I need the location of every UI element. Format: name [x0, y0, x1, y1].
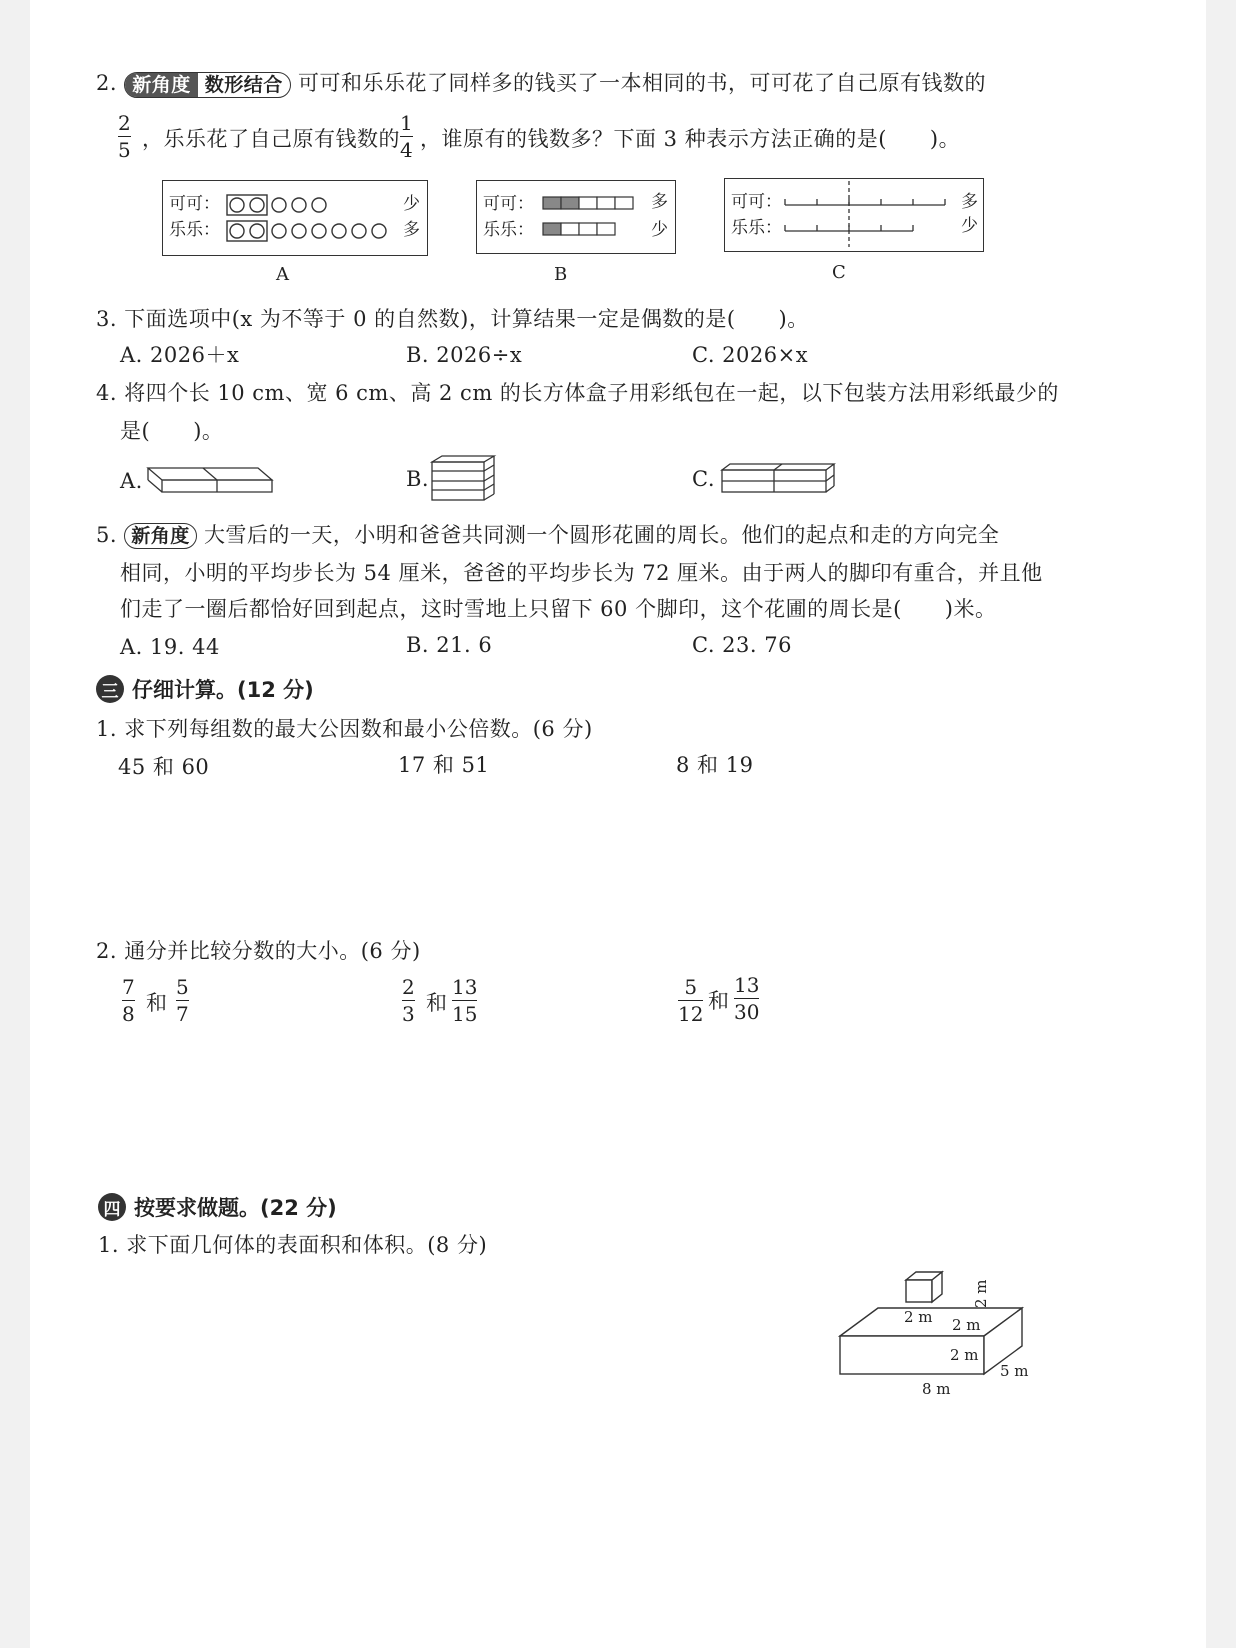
q5-text1: 大雪后的一天，小明和爸爸共同测一个圆形花圃的周长。他们的起点和走的方向完全: [203, 523, 1000, 547]
dim-top-width: 2 m: [904, 1308, 933, 1326]
diagram-a-row2-label: 乐乐：: [169, 220, 220, 240]
diagram-b-r2: 少: [651, 220, 668, 240]
q2-text3: ，谁原有的钱数多？下面 3 种表示方法正确的是( )。: [420, 127, 961, 151]
q3-text: 3. 下面选项中(x 为不等于 0 的自然数)，计算结果一定是偶数的是( )。: [96, 307, 809, 331]
diagram-a-r1: 少: [403, 194, 420, 214]
q5-number: 5.: [96, 523, 118, 547]
fraction: 2 3: [402, 975, 415, 1026]
diagram-a-label: A: [276, 264, 290, 285]
fraction: 5 7: [176, 975, 189, 1026]
q4-option-b[interactable]: B.: [406, 467, 430, 491]
q2-number: 2.: [96, 71, 118, 95]
box-arrangement-c-icon: [720, 462, 840, 498]
dim-top-depth: 2 m: [952, 1316, 981, 1334]
q3-option-a[interactable]: A. 2026＋x: [120, 343, 240, 367]
tag-new-angle: 新角度: [125, 73, 198, 97]
diagram-c-r1: 多: [961, 192, 978, 212]
line-segments: [783, 179, 951, 249]
diagram-c-row1-label: 可可：: [731, 192, 782, 212]
diagram-a: [162, 180, 428, 256]
diagram-b-row2-label: 乐乐：: [483, 220, 534, 240]
dim-base-height: 2 m: [950, 1346, 979, 1364]
q5-option-b[interactable]: B. 21. 6: [406, 633, 493, 657]
and-text: 和: [146, 991, 168, 1015]
box-arrangement-a-icon: [146, 462, 276, 502]
section-3-heading: [96, 674, 314, 704]
s3-p1-a: 45 和 60: [118, 755, 210, 779]
section-number-icon: 四: [98, 1193, 126, 1221]
diagram-c-label: C: [832, 262, 847, 283]
diagram-a-row1-label: 可可：: [169, 194, 220, 214]
s3-problem2: 2. 通分并比较分数的大小。(6 分): [96, 939, 421, 963]
q2-tag: [124, 72, 291, 98]
section-3-title: 仔细计算。(12 分): [132, 678, 314, 702]
section-4-heading: [98, 1192, 337, 1222]
diagram-b-r1: 多: [651, 192, 668, 212]
and-text: 和: [708, 989, 730, 1013]
diagram-c-row2-label: 乐乐：: [731, 218, 782, 238]
q2-line1: [96, 70, 986, 98]
fraction-2-5: 2 5: [118, 111, 131, 162]
and-text: 和: [426, 991, 448, 1015]
diagram-c-r2: 少: [961, 216, 978, 236]
q2-text1: 可可和乐乐花了同样多的钱买了一本相同的书，可可花了自己原有钱数的: [297, 71, 986, 95]
q4-line2: 是( )。: [120, 419, 224, 443]
section-number-icon: 三: [96, 675, 124, 703]
fraction-1-4: 1 4: [400, 111, 413, 162]
s3-p1-b: 17 和 51: [398, 753, 490, 777]
q2-text2: ，乐乐花了自己原有钱数的: [142, 127, 400, 151]
q3-option-b[interactable]: B. 2026÷x: [406, 343, 523, 367]
fraction: 7 8: [122, 975, 135, 1026]
diagram-b-row1-label: 可可：: [483, 194, 534, 214]
box-arrangement-b-icon: [430, 454, 500, 504]
dim-base-width: 8 m: [922, 1380, 951, 1398]
q5-line1: [96, 522, 999, 549]
fraction: 13 15: [452, 975, 478, 1026]
diagram-c: [724, 178, 984, 252]
q5-option-c[interactable]: C. 23. 76: [692, 633, 792, 657]
diagram-b-label: B: [554, 264, 568, 285]
q4-line1: 4. 将四个长 10 cm、宽 6 cm、高 2 cm 的长方体盒子用彩纸包在一起，以下包装方法用彩纸最少的: [96, 381, 1059, 405]
s3-problem1: 1. 求下列每组数的最大公因数和最小公倍数。(6 分): [96, 717, 593, 741]
q3-option-c[interactable]: C. 2026×x: [692, 343, 809, 367]
s3-p1-c: 8 和 19: [676, 753, 754, 777]
q5-option-a[interactable]: A. 19. 44: [120, 635, 220, 659]
bar-segments: [541, 195, 637, 241]
s4-problem1: 1. 求下面几何体的表面积和体积。(8 分): [98, 1233, 488, 1257]
q5-line3: 们走了一圈后都恰好回到起点，这时雪地上只留下 60 个脚印，这个花圃的周长是( )米。: [120, 597, 997, 621]
diagram-a-r2: 多: [403, 220, 420, 240]
circle-groups: [225, 191, 425, 247]
fraction: 5 12: [678, 975, 704, 1026]
tag-number-shape: 数形结合: [204, 73, 283, 96]
section-4-title: 按要求做题。(22 分): [134, 1196, 337, 1220]
q4-option-c[interactable]: C.: [692, 467, 715, 491]
diagram-b: [476, 180, 676, 254]
tag-new-angle: 新角度: [124, 523, 197, 549]
worksheet-page: [30, 0, 1206, 1648]
q5-line2: 相同，小明的平均步长为 54 厘米，爸爸的平均步长为 72 厘米。由于两人的脚印有重合，并且他: [120, 561, 1043, 585]
q4-option-a[interactable]: A.: [120, 469, 143, 493]
dim-base-depth: 5 m: [1000, 1362, 1029, 1380]
fraction: 13 30: [734, 973, 760, 1024]
dim-top-height: 2 m: [972, 1279, 990, 1308]
